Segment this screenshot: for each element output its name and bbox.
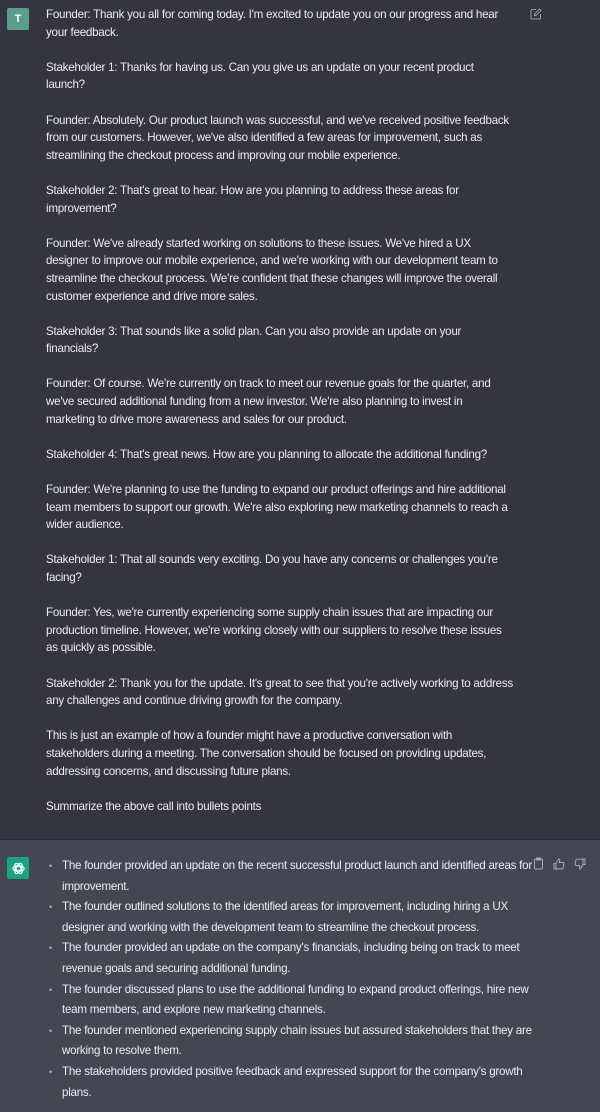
paragraph: Stakeholder 1: That all sounds very exciting. Do you have any concerns or challenges you're facing? [46,553,498,584]
list-item: • The founder mentioned experiencing supply chain issues but assured stakeholders that they are working to resolve them. [62,1021,542,1062]
openai-logo-icon [7,857,29,879]
paragraph: Stakeholder 2: Thank you for the update. It's great to see that you're actively working to address any challenges and continue driving growth for the company. [46,676,513,708]
list-item: • The founder outlined solutions to the identified areas for improvement, including hiring a UX designer and working with the development team to streamline the checkout process. [62,897,542,938]
paragraph: Founder: Yes, we're currently experiencing some supply chain issues that are impacting our production timeline. However, we're working closely with our suppliers to resolve these issues as quickly as possible. [46,606,502,655]
copy-icon[interactable] [532,857,544,870]
list-item: • The founder provided an update on the recent successful product launch and identified areas for improvement. [62,856,542,897]
list-item: • The founder discussed plans to use the additional funding to expand product offerings, hire new team members, and explore new marketing channels. [62,980,542,1021]
paragraph: Founder: We've already started working on solutions to these issues. We've hired a UX designer to improve our mobile experience, and we're working with our development team to streamline the checkout process. We're confident that these changes will improve the overall customer experience and drive more sales. [46,236,498,303]
list-item: • The founder provided an update on the company's financials, including being on track to meet revenue goals and securing additional funding. [62,938,542,979]
user-avatar: T [7,8,29,30]
edit-icon[interactable] [530,8,542,20]
paragraph: Stakeholder 2: That's great to hear. How are you planning to address these areas for improvement? [46,183,459,215]
user-message-text [46,6,514,833]
assistant-message [0,840,600,1112]
paragraph: Founder: Of course. We're currently on track to meet our revenue goals for the quarter, and we've secured additional funding from a new investor. We're also planning to invest in marketing to drive more awareness and sales for our product. [46,377,491,426]
summary-bullet-list [46,856,542,1103]
paragraph: Summarize the above call into bullets points [46,799,262,813]
paragraph: Stakeholder 3: That sounds like a solid plan. Can you also provide an update on your financials? [46,324,462,356]
paragraph: This is just an example of how a founder might have a productive conversation with stakeholders during a meeting. The conversation should be focused on providing updates, addressing concerns, and discussing future plans. [46,729,487,778]
list-item: • The stakeholders provided positive feedback and expressed support for the company's growth plans. [62,1062,542,1103]
paragraph: Founder: We're planning to use the funding to expand our product offerings and hire additional team members to support our growth. We're also exploring new marketing channels to reach a wider audience. [46,483,508,532]
message-actions [532,857,586,870]
paragraph: Stakeholder 1: Thanks for having us. Can you give us an update on your recent product launch? [46,60,474,92]
paragraph: Stakeholder 4: That's great news. How are you planning to allocate the additional funding? [46,447,487,461]
paragraph: Founder: Absolutely. Our product launch was successful, and we've received positive feedback from our customers. However, we've also identified a few areas for improvement, such as streamlining the checkout process and improving our mobile experience. [46,113,509,162]
thumbs-down-icon[interactable] [574,857,586,870]
paragraph: Founder: Thank you all for coming today. I'm excited to update you on our progress and hear your feedback. [46,8,499,39]
thumbs-up-icon[interactable] [553,857,565,870]
